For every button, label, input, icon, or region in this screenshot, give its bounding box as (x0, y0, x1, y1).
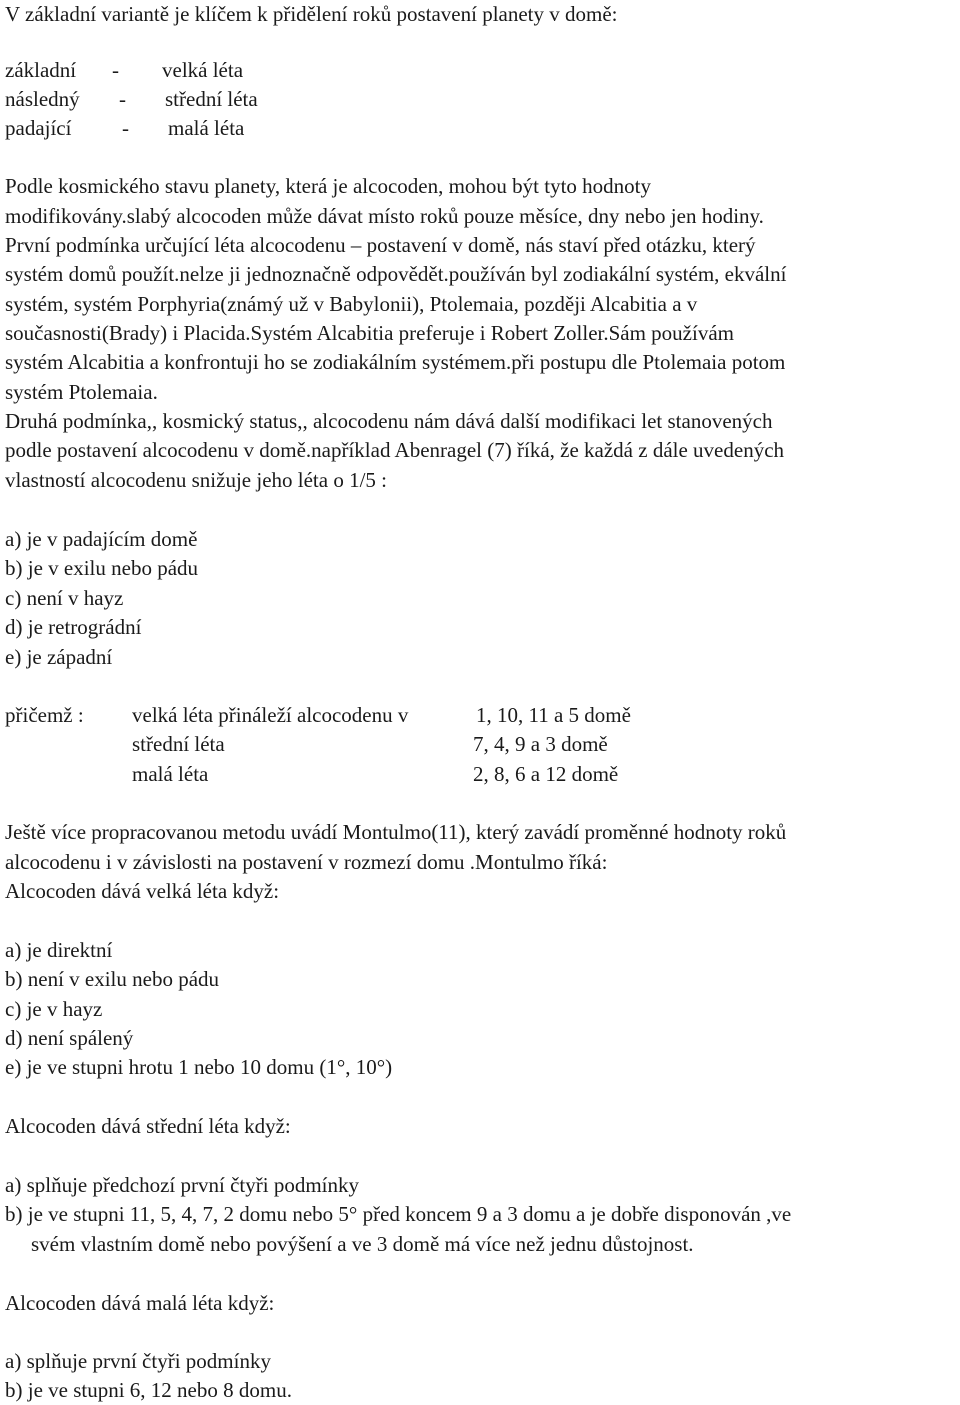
list-item: c) je v hayz (5, 997, 103, 1021)
years-type: malá léta (168, 116, 245, 140)
text-line: současnosti(Brady) i Placida.Systém Alcabitia preferuje i Robert Zoller.Sám používám (5, 321, 734, 345)
list-item: b) je v exilu nebo pádu (5, 556, 199, 580)
text-line: vlastností alcocodenu snižuje jeho léta o 1/5 : (5, 468, 387, 492)
dash: - (119, 87, 126, 111)
years-name: střední léta (132, 732, 225, 756)
list-item: e) je ve stupni hrotu 1 nebo 10 domu (1°, 10°) (5, 1055, 393, 1079)
years-name: velká léta přináleží alcocodenu v (132, 703, 409, 727)
list-item: a) splňuje první čtyři podmínky (5, 1349, 271, 1373)
years-houses: 1, 10, 11 a 5 domě (476, 703, 631, 727)
years-houses: 2, 8, 6 a 12 domě (473, 762, 619, 786)
list-item: a) splňuje předchozí první čtyři podmínky (5, 1173, 359, 1197)
list-item: e) je západní (5, 645, 113, 669)
list-item: d) není spálený (5, 1026, 134, 1050)
years-name: malá léta (132, 762, 209, 786)
medium-years-heading: Alcocoden dává střední léta když: (5, 1114, 291, 1138)
text-line: systém Alcabitia a konfrontuji ho se zodiakálním systémem.při postupu dle Ptolemaia potom (5, 350, 786, 374)
years-houses: 7, 4, 9 a 3 domě (473, 732, 608, 756)
text-line: systém Ptolemaia. (5, 380, 158, 404)
text-line: Druhá podmínka,, kosmický status,, alcocodenu nám dává další modifikaci let stanovených (5, 409, 773, 433)
small-years-heading: Alcocoden dává malá léta když: (5, 1291, 275, 1315)
text-line: Ještě více propracovanou metodu uvádí Montulmo(11), který zavádí proměnné hodnoty roků (5, 820, 787, 844)
list-item: b) není v exilu nebo pádu (5, 967, 220, 991)
whereby-label: přičemž : (5, 703, 84, 727)
house-type: základní (5, 58, 77, 82)
list-item: b) je ve stupni 11, 5, 4, 7, 2 domu nebo 5° před koncem 9 a 3 domu a je dobře disponován ,ve (5, 1202, 792, 1226)
text-line: modifikovány.slabý alcocoden může dávat místo roků pouze měsíce, dny nebo jen hodiny. (5, 204, 764, 228)
years-type: velká léta (162, 58, 244, 82)
dash: - (122, 116, 129, 140)
house-type: následný (5, 87, 80, 111)
text-line: Alcocoden dává velká léta když: (5, 879, 280, 903)
years-type: střední léta (165, 87, 258, 111)
text-line: systém, systém Porphyria(známý už v Babylonii), Ptolemaia, později Alcabitia a v (5, 292, 698, 316)
house-type: padající (5, 116, 72, 140)
text-line: podle postavení alcocodenu v domě.například Abenragel (7) říká, že každá z dále uvedených (5, 438, 785, 462)
text-line: Podle kosmického stavu planety, která je alcocoden, mohou být tyto hodnoty (5, 174, 652, 198)
list-item: a) je v padajícím domě (5, 527, 198, 551)
list-item: b) je ve stupni 6, 12 nebo 8 domu. (5, 1378, 292, 1402)
text-line: systém domů použít.nelze ji jednoznačně odpovědět.používán byl zodiakální systém, ekvální (5, 262, 787, 286)
list-item-continuation: svém vlastním domě nebo povýšení a ve 3 domě má více než jednu důstojnost. (31, 1232, 694, 1256)
text-line: První podmínka určující léta alcocodenu – postavení v domě, nás staví před otázku, který (5, 233, 756, 257)
intro-line: V základní variantě je klíčem k přidělení roků postavení planety v domě: (5, 2, 618, 26)
dash: - (112, 58, 119, 82)
list-item: a) je direktní (5, 938, 113, 962)
list-item: d) je retrográdní (5, 615, 142, 639)
list-item: c) není v hayz (5, 586, 124, 610)
text-line: alcocodenu i v závislosti na postavení v rozmezí domu .Montulmo říká: (5, 850, 608, 874)
